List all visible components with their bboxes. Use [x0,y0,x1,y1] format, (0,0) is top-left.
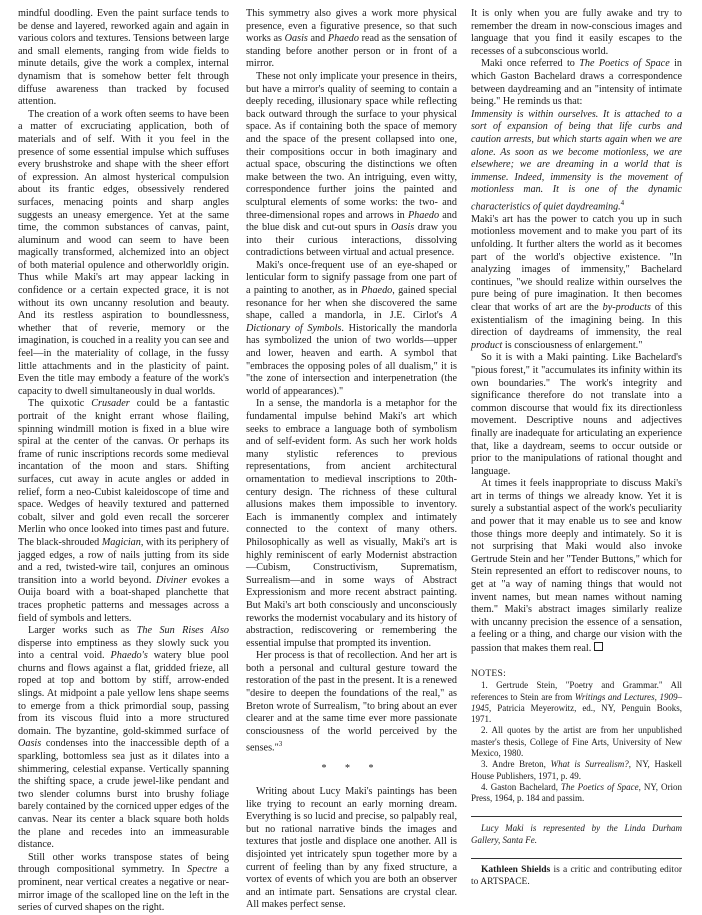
author-bio: Kathleen Shields is a critic and contributing editor to ARTSPACE. [471,865,682,887]
paragraph: Maki's once-frequent use of an eye-shaped or lenticular form to signify passage from one part of a painting to another, as in Phaedo, gained special resonance for her when she discovered the same shape, called a mandorla, in J.E. Cirlot's A Dictionary of Symbols. Historically the mandorla has symbolized the union of two worlds—upper and lower, heaven and earth. A symbol that "embraces the opposing poles of all dualism," it is "the zone of intersection and interpenetration (the world of appearances)." [246,259,457,397]
notes-heading: NOTES: [471,668,507,679]
section-break: * * * [321,763,382,775]
paragraph: Writing about Lucy Maki's paintings has been like trying to recount an early morning dream. Everything is so lucid and precise, so palpably real, but no rational narrative binds the images and textures that jostle and displace one another. All is disjointed yet intricately spun together more by a current of feeling than by any fixed structure, a vortex of events of which you are both an observer and an intimate part. Sensations are crystal clear. All makes perfect sense. [246,786,457,911]
paragraph: Larger works such as The Sun Rises Also disperse into emptiness as they slowly suck you into a central void. Phaedo's watery blue pool churns and flows against a flat, gridded frieze, all roped at top and bottom by stiff, arrow-ended slings. At midpoint a pale yellow lens shape seems to emerge from a thick primordial soup, passing from its viscous fluid into a more structured domain. The byzantine, gold-skimmed surface of Oasis condenses into the inaccessible depth of a sparkling, bottomless sea just as it dilates into a shimmering, celestial expanse. Vertically spanning the shifting space, a crude jewel-like pendant and two slender columns burst into brushy foliage barely contained by the corniced upper edges of the canvas. Near its center a black square both holds the plane and recedes into an immeasurable distance. [18,625,230,851]
block-quote: Immensity is within ourselves. It is attached to a sort of expansion of being that life curbs and caution arrests, but which starts again when we are alone. As soon as we become motionless, we are elsewhere; we are dreaming in a world that is immense. Indeed, immensity is the movement of motionless man. It is one of the dynamic characteristics of quiet daydreaming.$^4$ [471,108,682,213]
footnote: 2. All quotes by the artist are from her unpublished master's thesis, College of Fine Arts, University of New Mexico, 1980. [471,725,682,758]
paragraph: mindful doodling. Even the paint surface tends to be dense and layered, reworked again and again in various colors and textures. Tensions between large and small elements, ranging from wide fields to minute details, give the work a complex, internal dynamism that is somehow better felt through diffuse awareness than tracked by focused attention. [18,8,229,108]
paragraph: Maki once referred to The Poetics of Space in which Gaston Bachelard draws a correspondence between daydreaming and an "intensity of intimate being." He reminds us that: [471,58,682,108]
footnote: 3. Andre Breton, What is Surrealism?, NY, Haskell House Publishers, 1971, p. 49. [471,759,682,781]
paragraph: At times it feels inappropriate to discuss Maki's art in terms of things we already know. Yet it is surely a substantial aspect of the work's peculiarity and power that it may enable us to see and know those things more deeply and intimately. So it is not surprising that Maki would also invoke Gertrude Stein and her "Tender Buttons," which for Stein represented an effort to rediscover nouns, to get at "a way of naming things that would not invent names, but mean names without naming them." Maki's abstract images similarly realize with uncanny precision the essence of a sensation, a feeling or a thing, and charge our vision with the passion that makes them real. [471,478,682,655]
footnote: 4. Gaston Bachelard, The Poetics of Space, NY, Orion Press, 1964, p. 184 and passim. [471,781,682,804]
divider [471,858,682,859]
text-column-2 [246,8,457,912]
text-column-3 [471,8,682,888]
paragraph: Her process is that of recollection. And her art is both a personal and cultural gesture toward the restoration of the past in the present. It is a renewed "desire to deepen the foundations of the real," as Breton wrote of Surrealism, "to bring about an ever clearer and at the same time ever more passionate consciousness of the world perceived by the senses."$^3$ [246,650,457,754]
paragraph: Maki's art has the power to catch you up in such motionless movement and to make you part of its unfolding. It further alters the world as it becomes part of the world's objective existence. "In analyzing images of immensity," Bachelard continues, "we should realize within ourselves the pure being of pure imagination. It then becomes clear that works of art are the by-products of this existentialism of the imagining being. In this direction of daydreams of immensity, the real product is consciousness of enlargement." [471,213,682,351]
paragraph: These not only implicate your presence in theirs, but have a mirror's quality of seeming to contain a deeply receding, illusionary space while reflecting back outward through the surface to your physical space. As if containing both the space of memory and the space of the present collapsed into one, their compositions occur in both imaginary and actual space, obscuring the distinctions we often make between the two. An intriguing, even witty, correspondence further joins the painted and sculptural elements of some works: the two- and three-dimensional ropes and arrows in Phaedo and the blue disk and cut-out spurs in Oasis draw you into their curious interactions, dissolving contradictions between virtual and actual presence. [246,70,457,259]
divider [471,816,682,817]
gallery-credit: Lucy Maki is represented by the Linda Durham Gallery, Santa Fe. [471,823,682,845]
end-mark-icon [594,642,603,651]
paragraph: Still other works transpose states of being through compositional symmetry. In Spectre a prominent, near vertical creates a negative or near-mirror image of the scalloped line on the left in the series of curved shapes on the right. [18,851,230,914]
text-column-1 [18,8,229,915]
paragraph: In a sense, the mandorla is a metaphor for the fundamental impulse behind Maki's art which seeks to embrace a language both of symbolism and of self-evident form. As such her work holds many stylistic references to previous representations, from ancient architectural ornamentation to medieval inscriptions to 20th-century design. The richness of these cultural allusions makes them impossible to inventory. Each is immanently complex and intimately connected to the context of many others. Philosophically as well as visually, Maki's art is highly reminiscent of early Modernist abstraction—Cubism, Constructivism, Suprematism, Surrealism—and in some ways of Abstract Expressionism and more recent abstract painting. But Maki's art both consciously and unconsciously reworks the modernist vocabulary and its history of abstraction, rediscovering or remembering the essential impulse that prompted its invention. [246,398,457,649]
paragraph: This symmetry also gives a work more physical presence, even a figurative presence, so that such works as Oasis and Phaedo read as the sensation of standing before another person or in front of a mirror. [246,8,457,70]
paragraph: It is only when you are fully awake and try to remember the dream in now-conscious images and language that you find it easily escapes to the recesses of a subconscious world. [471,8,682,57]
footnote: 1. Gertrude Stein, "Poetry and Grammar." All references to Stein are from Writings and Lectures, 1909–1945, Patricia Meyerowitz, ed., NY, Penguin Books, 1971. [471,680,682,725]
paragraph: So it is with a Maki painting. Like Bachelard's "pious forest," it "accumulates its infinity within its own boundaries." The work's integrity and significance therefore do not translate into a common discourse that would fix its directionless movement. Descriptive nouns and adjectives finally are inadequate for articulating an experience that, like a daydream, seems to occur outside or prior to the manipulations of rational thought and language. [471,352,682,477]
paragraph: The quixotic Crusader could be a fantastic portrait of the knight errant whose flailing, spinning windmill motion is fixed in a blue wire spiral at the center of the canvas. Or perhaps its frame of runic inscriptions records some medieval incantation of the moon and stars. Shifting surfaces, cut away in acute angles or added in relief, form a neo-Cubist kaleidoscope of time and space. Wedges of heavily textured and patterned cobalt, silver and gold even recall the sorcerer Merlin who once looked into times past and future. The black-shrouded Magician, with its periphery of jagged edges, a row of nails jutting from its side and a red, twisted-wire tail, conjures an ominous transition into a world beyond. Diviner evokes a Ouija board with a boat-shaped planchette that traces prophetic patterns and messages across a field of symbols and letters. [18,398,230,624]
paragraph: The creation of a work often seems to have been a matter of excruciating application, both of materials and of self. With it you feel in the presence of some essential impulse which suffuses every brushstroke and shape with the sheer effort of expression. An almost hysterical compulsion about its frantic edges, obsessively rendered surfaces, menacing points and sharp angles suggests an uneasy emergence. Yet at the same time, the common substances of canvas, paint, aluminum and wood can seem to have been magically transformed, alchemized into an object of both material opulence and otherworldly origin. Thus while Maki's art may appear lacking in confidence or a certain expected grace, it is not without its own uncanny resolution and beauty. And its restless aspiration to boundlessness, whether that of reverie, memory or the imagination, is couched in a reality you can see and feel—in the materiality of collage, in the fussy little attachments and in the plasticity of paint. Even the title may embody a feature of the work's capacity to dwell simultaneously in dual worlds. [18,108,229,397]
